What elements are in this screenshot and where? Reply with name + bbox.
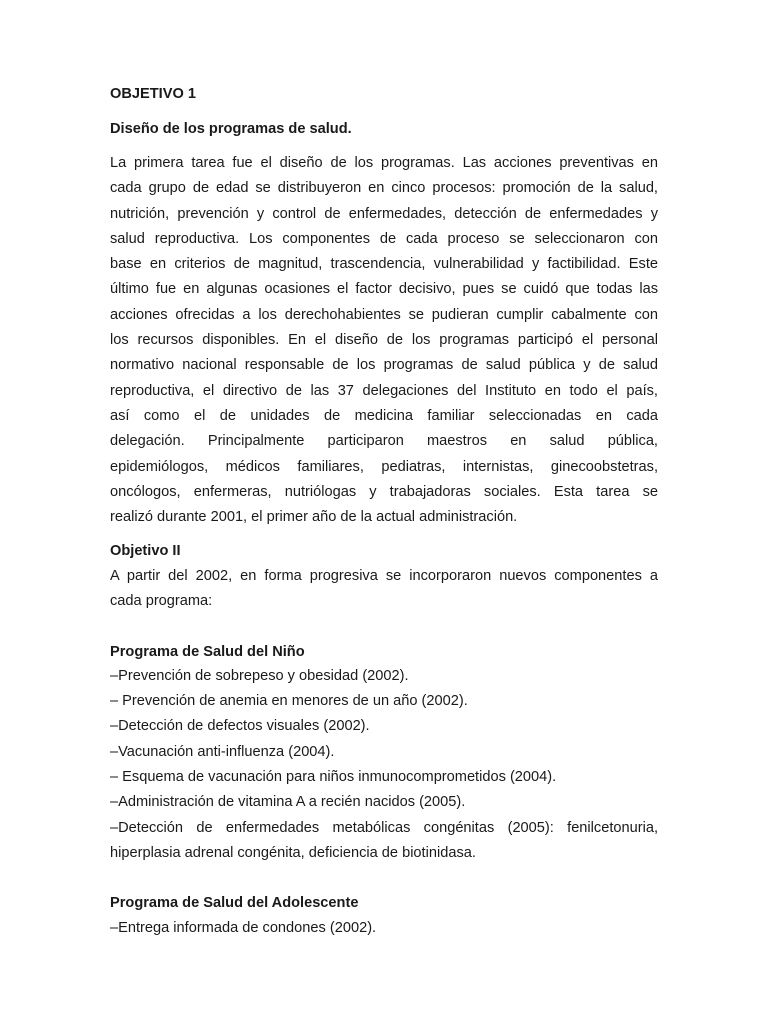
paragraph-line: La primera tarea fue el diseño de los programas. Las acciones preventivas en: [110, 155, 658, 171]
paragraph-diseno: [110, 151, 658, 530]
program-title-nino: Programa de Salud del Niño: [110, 644, 305, 660]
list-item-multiline: [110, 816, 658, 867]
list-item: –Administración de vitamina A a recién nacidos (2005).: [110, 794, 466, 810]
paragraph-line: base en criterios de magnitud, trascendencia, vulnerabilidad y factibilidad. Este: [110, 256, 658, 273]
paragraph-line: salud reproductiva. Los componentes de cada proceso se seleccionaron con: [110, 230, 658, 247]
list-item: – Esquema de vacunación para niños inmunocomprometidos (2004).: [110, 769, 557, 785]
list-item: –Entrega informada de condones (2002).: [110, 920, 377, 936]
subheading-diseno-programas: Diseño de los programas de salud.: [110, 121, 352, 137]
list-item: –Prevención de sobrepeso y obesidad (2002).: [110, 668, 409, 684]
heading-objetivo-1: OBJETIVO 1: [110, 86, 196, 102]
paragraph-line: nutrición, prevención y control de enfermedades, detección de enfermedades y: [110, 205, 658, 222]
paragraph-line: acciones ofrecidas a los derechohabientes se pudieran cumplir cabalmente con: [110, 306, 658, 323]
paragraph-line: A partir del 2002, en forma progresiva se incorporaron nuevos componentes a: [110, 568, 658, 584]
list-item: hiperplasia adrenal congénita, deficiencia de biotinidasa.: [110, 845, 476, 862]
paragraph-line: los recursos disponibles. En el diseño de los programas participó el personal: [110, 332, 658, 349]
paragraph-line: reproductiva, el directivo de las 37 delegaciones del Instituto en todo el país,: [110, 382, 658, 399]
list-item: – Prevención de anemia en menores de un año (2002).: [110, 693, 468, 709]
paragraph-line: normativo nacional responsable de los programas de salud pública y de salud: [110, 357, 658, 374]
paragraph-line: oncólogos, enfermeras, nutriólogas y trabajadoras sociales. Esta tarea se: [110, 483, 658, 500]
list-item: –Detección de defectos visuales (2002).: [110, 718, 370, 734]
list-item: –Vacunación anti-influenza (2004).: [110, 744, 335, 760]
paragraph-line: epidemiólogos, médicos familiares, pediatras, internistas, ginecoobstetras,: [110, 458, 658, 475]
paragraph-line: así como el de unidades de medicina familiar seleccionadas en cada: [110, 407, 658, 424]
paragraph-line: delegación. Principalmente participaron maestros en salud pública,: [110, 433, 658, 450]
list-item: –Detección de enfermedades metabólicas congénitas (2005): fenilcetonuria,: [110, 820, 658, 836]
paragraph-line: cada programa:: [110, 593, 213, 610]
paragraph-line: cada grupo de edad se distribuyeron en cinco procesos: promoción de la salud,: [110, 180, 658, 197]
heading-objetivo-2: Objetivo II: [110, 543, 181, 559]
program-title-adolescente: Programa de Salud del Adolescente: [110, 895, 359, 911]
paragraph-objetivo-2: [110, 564, 658, 615]
paragraph-line: realizó durante 2001, el primer año de la actual administración.: [110, 509, 518, 526]
paragraph-line: último fue en algunas ocasiones el factor decisivo, pues se cuidó que todas las: [110, 281, 658, 298]
